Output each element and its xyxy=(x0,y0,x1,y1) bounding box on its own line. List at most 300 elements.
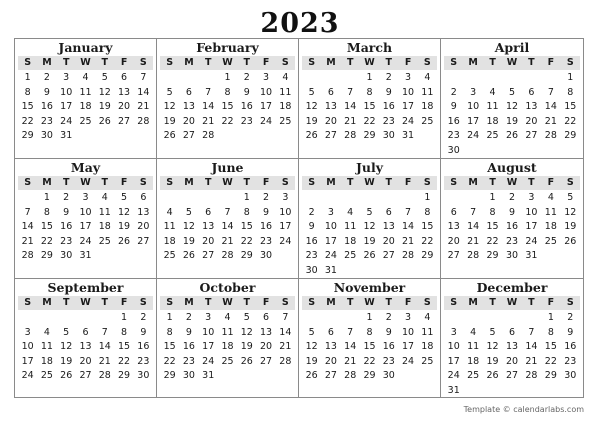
day-cell: 15 xyxy=(564,101,577,112)
day-cell: 8 xyxy=(424,206,431,218)
day-cell: 7 xyxy=(470,206,477,218)
day-cell: 27 xyxy=(79,370,92,381)
weekday-label: F xyxy=(120,297,128,308)
day-cell: 14 xyxy=(544,101,557,112)
day-cell: 29 xyxy=(163,370,176,381)
day-cell: 21 xyxy=(544,115,557,127)
day-cell: 27 xyxy=(182,130,195,141)
day-grid xyxy=(18,311,153,384)
day-cell: 6 xyxy=(121,72,128,83)
day-cell: 24 xyxy=(324,250,337,261)
day-cell: 11 xyxy=(221,326,234,338)
day-cell: 13 xyxy=(79,341,92,352)
day-cell: 18 xyxy=(421,341,434,352)
empty-cell xyxy=(444,191,463,206)
day-cell: 26 xyxy=(305,130,318,141)
weekday-label: S xyxy=(566,177,574,188)
weekday-label: T xyxy=(62,57,70,68)
day-cell: 22 xyxy=(421,235,434,247)
day-cell: 3 xyxy=(405,72,412,83)
weekday-label: F xyxy=(120,57,128,68)
day-grid xyxy=(444,311,580,398)
day-cell: 13 xyxy=(182,101,195,112)
day-cell: 5 xyxy=(567,192,574,203)
day-cell: 18 xyxy=(421,101,434,112)
day-cell: 22 xyxy=(564,115,577,127)
day-cell: 7 xyxy=(347,86,354,98)
day-cell: 20 xyxy=(79,355,92,367)
day-cell: 14 xyxy=(21,221,34,232)
day-cell: 31 xyxy=(402,130,415,141)
day-grid xyxy=(444,191,580,264)
day-cell: 10 xyxy=(447,341,460,352)
day-cell: 9 xyxy=(308,221,315,232)
day-cell: 11 xyxy=(279,86,292,98)
day-cell: 9 xyxy=(385,86,392,98)
weekday-label: T xyxy=(204,297,212,308)
day-cell: 16 xyxy=(240,101,253,112)
weekday-label: S xyxy=(308,297,316,308)
day-cell: 17 xyxy=(202,341,215,352)
weekday-label: W xyxy=(506,177,518,188)
day-cell: 6 xyxy=(450,206,457,218)
day-grid xyxy=(302,311,437,384)
day-cell: 14 xyxy=(344,101,357,112)
day-grid xyxy=(160,191,295,264)
empty-cell xyxy=(483,71,502,86)
day-cell: 30 xyxy=(505,250,519,261)
day-cell: 6 xyxy=(528,86,535,98)
day-cell: 7 xyxy=(347,326,354,338)
day-cell: 16 xyxy=(564,341,577,352)
day-cell: 5 xyxy=(101,72,108,83)
weekday-label: T xyxy=(489,177,496,188)
weekday-label: S xyxy=(139,57,147,68)
day-cell: 6 xyxy=(185,86,192,98)
weekday-header xyxy=(18,296,153,310)
day-cell: 10 xyxy=(525,206,538,218)
weekday-label: M xyxy=(468,57,478,68)
weekday-label: W xyxy=(80,297,91,308)
weekday-label: F xyxy=(404,297,412,308)
day-cell: 15 xyxy=(544,341,557,352)
day-cell: 28 xyxy=(98,370,111,381)
day-cell: 19 xyxy=(305,355,318,367)
day-grid xyxy=(18,71,153,144)
day-cell: 6 xyxy=(140,192,147,203)
day-cell: 26 xyxy=(564,235,577,247)
day-cell: 21 xyxy=(221,235,234,247)
day-cell: 13 xyxy=(137,206,150,218)
day-cell: 4 xyxy=(43,326,50,338)
day-cell: 22 xyxy=(363,115,376,127)
empty-cell xyxy=(18,191,37,206)
day-cell: 27 xyxy=(202,250,215,261)
weekday-label: W xyxy=(80,57,91,68)
weekday-label: M xyxy=(326,57,336,68)
weekday-label: M xyxy=(42,57,52,68)
day-cell: 28 xyxy=(344,130,357,141)
day-grid xyxy=(160,71,295,144)
month-may xyxy=(15,159,157,279)
day-cell: 14 xyxy=(98,341,111,352)
day-cell: 31 xyxy=(60,130,73,141)
empty-cell xyxy=(483,311,502,326)
day-cell: 9 xyxy=(263,206,270,218)
day-cell: 10 xyxy=(202,326,215,338)
day-cell: 21 xyxy=(98,355,111,367)
day-cell: 24 xyxy=(279,235,292,247)
day-cell: 16 xyxy=(447,115,460,127)
day-cell: 3 xyxy=(327,206,334,218)
day-cell: 21 xyxy=(279,341,292,352)
day-cell: 24 xyxy=(79,235,92,247)
day-cell: 3 xyxy=(282,192,289,203)
day-cell: 12 xyxy=(163,101,176,112)
day-cell: 26 xyxy=(305,370,318,381)
day-cell: 27 xyxy=(525,130,538,141)
month-name: July xyxy=(355,160,383,175)
day-cell: 29 xyxy=(544,370,557,381)
day-cell: 12 xyxy=(182,221,195,232)
weekday-label: W xyxy=(222,57,233,68)
day-cell: 26 xyxy=(486,370,499,381)
day-cell: 14 xyxy=(525,341,538,352)
day-cell: 19 xyxy=(305,115,318,127)
day-cell: 31 xyxy=(324,264,337,276)
empty-cell xyxy=(463,191,482,206)
day-cell: 11 xyxy=(467,341,480,352)
day-grid xyxy=(160,311,295,384)
day-cell: 2 xyxy=(385,312,392,323)
day-cell: 10 xyxy=(79,206,92,218)
day-cell: 8 xyxy=(547,326,554,338)
weekday-label: S xyxy=(308,177,316,188)
day-cell: 16 xyxy=(60,221,73,232)
day-cell: 8 xyxy=(24,86,31,98)
weekday-label: T xyxy=(204,177,212,188)
day-cell: 5 xyxy=(166,86,173,98)
day-cell: 11 xyxy=(544,206,557,218)
day-cell: 6 xyxy=(263,312,270,323)
empty-cell xyxy=(218,191,237,206)
day-grid xyxy=(302,191,437,278)
day-cell: 7 xyxy=(101,326,108,338)
empty-cell xyxy=(160,191,179,206)
day-cell: 11 xyxy=(163,221,176,232)
day-cell: 3 xyxy=(82,192,89,203)
weekday-label: F xyxy=(262,297,270,308)
day-cell: 2 xyxy=(308,206,315,218)
day-cell: 10 xyxy=(60,86,73,98)
day-cell: 18 xyxy=(344,235,357,247)
day-cell: 9 xyxy=(185,326,192,338)
day-cell: 28 xyxy=(525,370,538,381)
day-cell: 5 xyxy=(489,326,496,338)
day-cell: 21 xyxy=(344,115,357,127)
day-cell: 4 xyxy=(224,312,231,323)
day-cell: 18 xyxy=(163,235,176,247)
month-name: January xyxy=(58,40,113,55)
day-cell: 11 xyxy=(79,86,92,98)
day-cell: 27 xyxy=(447,250,460,261)
day-cell: 12 xyxy=(363,221,376,232)
day-cell: 24 xyxy=(260,115,273,127)
day-cell: 1 xyxy=(489,192,496,203)
day-cell: 13 xyxy=(525,101,538,112)
weekday-label: T xyxy=(204,57,212,68)
empty-cell xyxy=(522,311,541,326)
day-cell: 9 xyxy=(508,206,516,218)
day-cell: 12 xyxy=(60,341,73,352)
day-cell: 10 xyxy=(21,341,34,352)
day-cell: 17 xyxy=(467,115,480,127)
day-cell: 20 xyxy=(525,115,538,127)
day-cell: 15 xyxy=(21,101,34,112)
weekday-header xyxy=(302,56,437,70)
day-cell: 23 xyxy=(260,235,273,247)
day-cell: 26 xyxy=(163,130,176,141)
weekday-label: S xyxy=(24,297,32,308)
weekday-label: T xyxy=(489,57,496,68)
day-cell: 2 xyxy=(185,312,192,323)
empty-cell xyxy=(302,71,321,86)
weekday-label: W xyxy=(364,177,375,188)
empty-cell xyxy=(502,311,521,326)
day-cell: 9 xyxy=(450,101,457,112)
day-cell: 23 xyxy=(137,355,150,367)
day-cell: 15 xyxy=(363,341,376,352)
day-cell: 1 xyxy=(121,312,128,323)
day-cell: 3 xyxy=(450,326,457,338)
weekday-header xyxy=(444,296,580,310)
day-cell: 7 xyxy=(405,206,412,218)
weekday-label: T xyxy=(243,57,251,68)
day-cell: 27 xyxy=(324,370,337,381)
day-cell: 4 xyxy=(547,192,554,203)
day-cell: 5 xyxy=(121,192,128,203)
month-name: November xyxy=(333,280,406,295)
day-cell: 18 xyxy=(221,341,234,352)
day-cell: 25 xyxy=(79,115,92,127)
day-cell: 18 xyxy=(40,355,53,367)
day-cell: 27 xyxy=(137,235,150,247)
month-name: May xyxy=(70,160,101,175)
day-cell: 28 xyxy=(402,250,415,261)
day-cell: 13 xyxy=(118,86,131,98)
empty-cell xyxy=(341,311,360,326)
weekday-label: T xyxy=(346,297,354,308)
day-cell: 12 xyxy=(486,341,499,352)
month-name: December xyxy=(476,280,548,295)
weekday-label: F xyxy=(547,57,555,68)
month-august xyxy=(441,159,583,279)
weekday-label: T xyxy=(528,297,535,308)
day-cell: 22 xyxy=(40,235,53,247)
day-cell: 13 xyxy=(505,341,519,352)
weekday-label: S xyxy=(166,297,174,308)
day-cell: 3 xyxy=(470,86,477,98)
weekday-label: W xyxy=(222,177,233,188)
day-cell: 7 xyxy=(224,206,231,218)
empty-cell xyxy=(444,311,463,326)
empty-cell xyxy=(463,311,482,326)
weekday-header xyxy=(444,176,580,190)
day-cell: 20 xyxy=(447,235,460,247)
day-cell: 17 xyxy=(60,101,73,112)
day-cell: 25 xyxy=(421,355,434,367)
day-cell: 24 xyxy=(60,115,73,127)
month-march xyxy=(299,39,441,159)
day-cell: 10 xyxy=(279,206,292,218)
weekday-label: W xyxy=(364,57,375,68)
day-cell: 17 xyxy=(447,355,460,367)
day-cell: 30 xyxy=(260,250,273,261)
day-cell: 11 xyxy=(421,86,434,98)
day-cell: 28 xyxy=(137,115,150,127)
day-cell: 28 xyxy=(544,130,557,141)
month-name: September xyxy=(47,280,124,295)
day-cell: 26 xyxy=(505,130,519,141)
day-cell: 10 xyxy=(402,326,415,338)
day-cell: 19 xyxy=(98,101,111,112)
weekday-label: M xyxy=(468,177,478,188)
day-cell: 5 xyxy=(366,206,373,218)
day-cell: 26 xyxy=(363,250,376,261)
day-cell: 15 xyxy=(163,341,176,352)
day-cell: 8 xyxy=(366,326,373,338)
weekday-label: S xyxy=(450,57,458,68)
day-cell: 16 xyxy=(382,101,395,112)
weekday-label: F xyxy=(404,177,412,188)
day-cell: 22 xyxy=(163,355,176,367)
day-cell: 24 xyxy=(21,370,34,381)
weekday-label: S xyxy=(166,57,174,68)
day-cell: 15 xyxy=(363,101,376,112)
day-cell: 23 xyxy=(305,250,318,261)
day-cell: 15 xyxy=(118,341,131,352)
weekday-label: S xyxy=(24,57,32,68)
day-cell: 2 xyxy=(450,86,457,98)
weekday-label: T xyxy=(385,57,393,68)
month-february xyxy=(157,39,299,159)
month-name: March xyxy=(346,40,393,55)
day-cell: 10 xyxy=(402,86,415,98)
day-cell: 5 xyxy=(63,326,70,338)
day-cell: 16 xyxy=(505,221,519,232)
weekday-label: T xyxy=(243,177,251,188)
day-cell: 17 xyxy=(402,101,415,112)
day-cell: 25 xyxy=(467,370,480,381)
weekday-label: M xyxy=(326,297,336,308)
empty-cell xyxy=(160,71,179,86)
month-december xyxy=(441,279,583,398)
day-cell: 21 xyxy=(402,235,415,247)
day-cell: 2 xyxy=(243,72,250,83)
day-cell: 7 xyxy=(24,206,31,218)
day-cell: 28 xyxy=(344,370,357,381)
month-name: April xyxy=(494,40,530,55)
day-cell: 27 xyxy=(505,370,519,381)
day-cell: 8 xyxy=(243,206,250,218)
day-cell: 9 xyxy=(385,326,392,338)
day-cell: 22 xyxy=(21,115,34,127)
day-cell: 20 xyxy=(382,235,395,247)
month-name: June xyxy=(211,160,244,175)
day-cell: 22 xyxy=(544,355,557,367)
empty-cell xyxy=(502,71,521,86)
day-cell: 2 xyxy=(140,312,147,323)
weekday-header xyxy=(160,176,295,190)
day-cell: 28 xyxy=(279,355,292,367)
day-cell: 27 xyxy=(382,250,395,261)
day-cell: 12 xyxy=(98,86,111,98)
day-cell: 18 xyxy=(279,101,292,112)
day-cell: 3 xyxy=(63,72,70,83)
weekday-label: M xyxy=(326,177,336,188)
day-cell: 30 xyxy=(382,130,395,141)
weekday-label: S xyxy=(139,297,147,308)
day-cell: 3 xyxy=(528,192,535,203)
day-cell: 26 xyxy=(98,115,111,127)
day-cell: 30 xyxy=(447,144,460,156)
weekday-label: M xyxy=(42,297,52,308)
day-grid xyxy=(444,71,580,158)
day-cell: 28 xyxy=(221,250,234,261)
day-cell: 20 xyxy=(137,221,150,232)
day-cell: 23 xyxy=(40,115,53,127)
day-cell: 17 xyxy=(279,221,292,232)
day-cell: 13 xyxy=(447,221,460,232)
day-cell: 26 xyxy=(118,235,131,247)
day-cell: 25 xyxy=(163,250,176,261)
day-cell: 12 xyxy=(305,341,318,352)
weekday-label: S xyxy=(423,57,431,68)
weekday-label: M xyxy=(184,297,194,308)
weekday-label: T xyxy=(62,177,70,188)
empty-cell xyxy=(57,311,76,326)
day-cell: 14 xyxy=(137,86,150,98)
day-cell: 9 xyxy=(140,326,147,338)
day-cell: 24 xyxy=(402,115,415,127)
day-cell: 11 xyxy=(40,341,53,352)
empty-cell xyxy=(199,191,218,206)
day-cell: 3 xyxy=(205,312,212,323)
empty-cell xyxy=(179,191,198,206)
day-cell: 1 xyxy=(547,312,554,323)
day-cell: 6 xyxy=(205,206,212,218)
day-cell: 20 xyxy=(260,341,273,352)
day-cell: 19 xyxy=(118,221,131,232)
month-name: February xyxy=(196,40,259,55)
empty-cell xyxy=(321,311,340,326)
day-cell: 30 xyxy=(382,370,395,381)
day-cell: 31 xyxy=(525,250,538,261)
day-cell: 18 xyxy=(544,221,557,232)
day-cell: 28 xyxy=(21,250,34,261)
day-cell: 16 xyxy=(382,341,395,352)
day-cell: 4 xyxy=(489,86,496,98)
footer-credit: Template © calendarlabs.com xyxy=(463,405,584,414)
day-cell: 15 xyxy=(421,221,434,232)
weekday-label: M xyxy=(42,177,52,188)
month-april xyxy=(441,39,583,159)
day-cell: 7 xyxy=(140,72,147,83)
weekday-label: T xyxy=(101,57,109,68)
day-cell: 1 xyxy=(243,192,250,203)
day-cell: 19 xyxy=(182,235,195,247)
weekday-label: F xyxy=(262,177,270,188)
